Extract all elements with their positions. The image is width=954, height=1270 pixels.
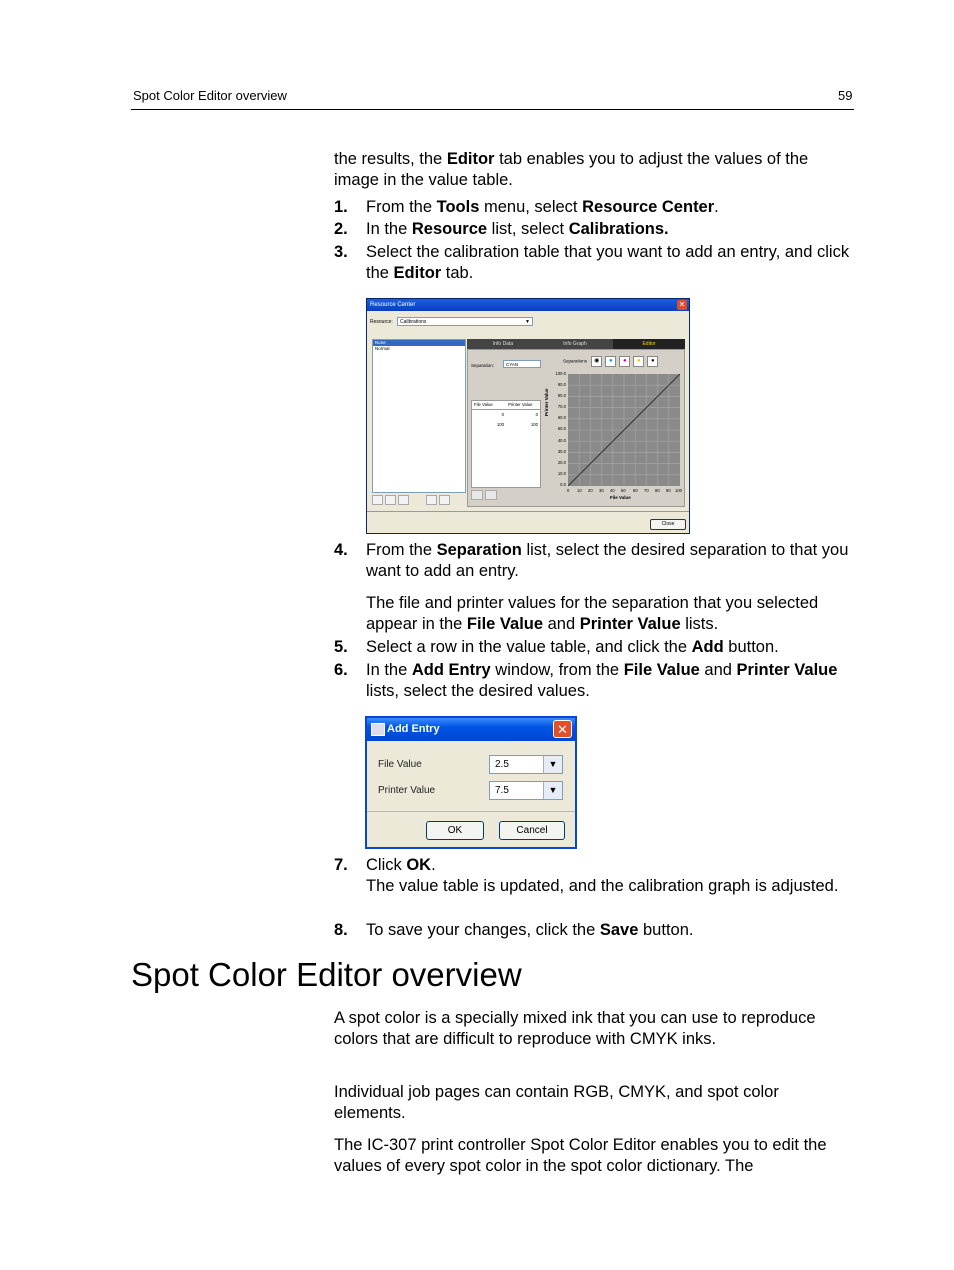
step-text: In the Add Entry window, from the File Value and Printer Value lists, select the desired values. xyxy=(366,661,838,700)
edit-icon[interactable] xyxy=(385,495,396,505)
step-text: Select a row in the value table, and click the Add button. xyxy=(366,638,779,656)
remove-button[interactable] xyxy=(485,490,497,500)
list-item[interactable]: Normal xyxy=(375,346,390,351)
paragraph: A spot color is a specially mixed ink that you can use to reproduce colors that are difficult to reproduce with CMYK inks. xyxy=(334,1009,816,1048)
magenta-swatch-icon[interactable]: ● xyxy=(619,356,630,367)
printer-value-label: Printer Value xyxy=(378,785,436,796)
add-entry-screenshot xyxy=(365,716,577,849)
resource-dropdown[interactable]: Calibrations ▼ xyxy=(397,317,533,326)
step-text: From the Separation list, select the desired separation to that you want to add an entry. xyxy=(366,541,849,580)
calibration-graph[interactable] xyxy=(568,374,680,486)
step-number: 8. xyxy=(334,921,348,939)
tab-info-graph[interactable]: Info Graph xyxy=(563,341,587,347)
y-axis-label: Printer Value xyxy=(544,388,549,416)
step-number: 7. xyxy=(334,856,348,874)
step-number: 5. xyxy=(334,638,348,656)
printer-value-dropdown[interactable]: 7.5 ▼ xyxy=(489,781,563,800)
file-value-label: File Value xyxy=(378,759,422,770)
calibration-list[interactable] xyxy=(372,339,466,493)
table-toolbar xyxy=(471,490,499,502)
table-header: File Value Printer Value xyxy=(472,401,540,410)
separation-dropdown[interactable]: CYAN xyxy=(503,360,541,368)
all-separations-icon[interactable]: ◉ xyxy=(591,356,602,367)
separation-label: Separation: xyxy=(471,363,495,368)
chevron-down-icon: ▼ xyxy=(543,782,562,799)
step-text: Select the calibration table that you want to add an entry, and click the Editor tab. xyxy=(366,243,850,282)
close-button[interactable]: Close xyxy=(650,519,686,530)
save-icon[interactable] xyxy=(426,495,437,505)
step-number: 6. xyxy=(334,661,348,679)
close-icon[interactable]: ✕ xyxy=(553,720,572,738)
yellow-swatch-icon[interactable]: ● xyxy=(633,356,644,367)
step-text: Click OK. The value table is updated, and the calibration graph is adjusted. xyxy=(366,856,839,895)
new-icon[interactable] xyxy=(372,495,383,505)
close-icon[interactable]: ✕ xyxy=(678,300,686,309)
cancel-button[interactable]: Cancel xyxy=(499,821,565,840)
tab-bar xyxy=(467,339,685,349)
paragraph: The IC-307 print controller Spot Color Editor enables you to edit the values of every spot color in the spot color dictionary. The xyxy=(334,1136,827,1175)
page-number: 59 xyxy=(838,88,853,103)
black-swatch-icon[interactable]: ● xyxy=(647,356,658,367)
step-text: The file and printer values for the separation that you selected appear in the File Value and Printer Value lists. xyxy=(366,594,819,633)
running-header-section: Spot Color Editor overview xyxy=(133,88,287,103)
tab-info-data[interactable]: Info Data xyxy=(492,341,514,347)
window-icon xyxy=(371,723,385,736)
editor-panel: Separation: CYAN File Value Printer Value 0 0 100 100 Separations ◉ ● ● ● ● Printer Value 100.0 90.0 80.0 70.0 60.0 50.0 40.0 30.0 20.0 10.0 0.0 0 10 20 30 40 50 60 70 80 90 100 File Value xyxy=(467,349,685,507)
add-entry-titlebar: Add Entry xyxy=(367,718,575,741)
step-text: To save your changes, click the Save button. xyxy=(366,921,694,939)
step-number: 1. xyxy=(334,198,348,216)
intro-paragraph: the results, the Editor tab enables you to adjust the values of the image in the value table. xyxy=(334,150,809,189)
separations-selector: Separations ◉ ● ● ● ● xyxy=(563,356,658,367)
header-rule xyxy=(131,109,854,110)
cyan-swatch-icon[interactable]: ● xyxy=(605,356,616,367)
value-table[interactable] xyxy=(471,400,541,488)
chevron-down-icon: ▼ xyxy=(525,319,530,325)
list-item[interactable]: None xyxy=(373,340,465,346)
list-toolbar xyxy=(372,495,452,507)
paragraph: Individual job pages can contain RGB, CMYK, and spot color elements. xyxy=(334,1083,779,1122)
section-heading: Spot Color Editor overview xyxy=(131,956,522,993)
step-text: From the Tools menu, select Resource Center. xyxy=(366,198,719,216)
tab-editor[interactable]: Editor xyxy=(613,339,685,349)
resource-center-titlebar: Resource Center xyxy=(367,299,689,311)
chevron-down-icon: ▼ xyxy=(543,756,562,773)
x-axis-label: File Value xyxy=(610,495,631,500)
ok-button[interactable]: OK xyxy=(426,821,484,840)
delete-icon[interactable] xyxy=(398,495,409,505)
table-row[interactable]: 100 100 xyxy=(496,422,538,427)
resource-center-screenshot xyxy=(366,298,690,534)
step-text: In the Resource list, select Calibrations. xyxy=(366,220,669,238)
file-value-dropdown[interactable]: 2.5 ▼ xyxy=(489,755,563,774)
table-row[interactable]: 0 0 xyxy=(501,412,538,417)
divider xyxy=(367,811,575,812)
step-number: 4. xyxy=(334,541,348,559)
divider xyxy=(367,511,689,512)
export-icon[interactable] xyxy=(439,495,450,505)
step-number: 3. xyxy=(334,243,348,261)
resource-label: Resource: xyxy=(370,319,393,325)
add-button[interactable] xyxy=(471,490,483,500)
step-number: 2. xyxy=(334,220,348,238)
